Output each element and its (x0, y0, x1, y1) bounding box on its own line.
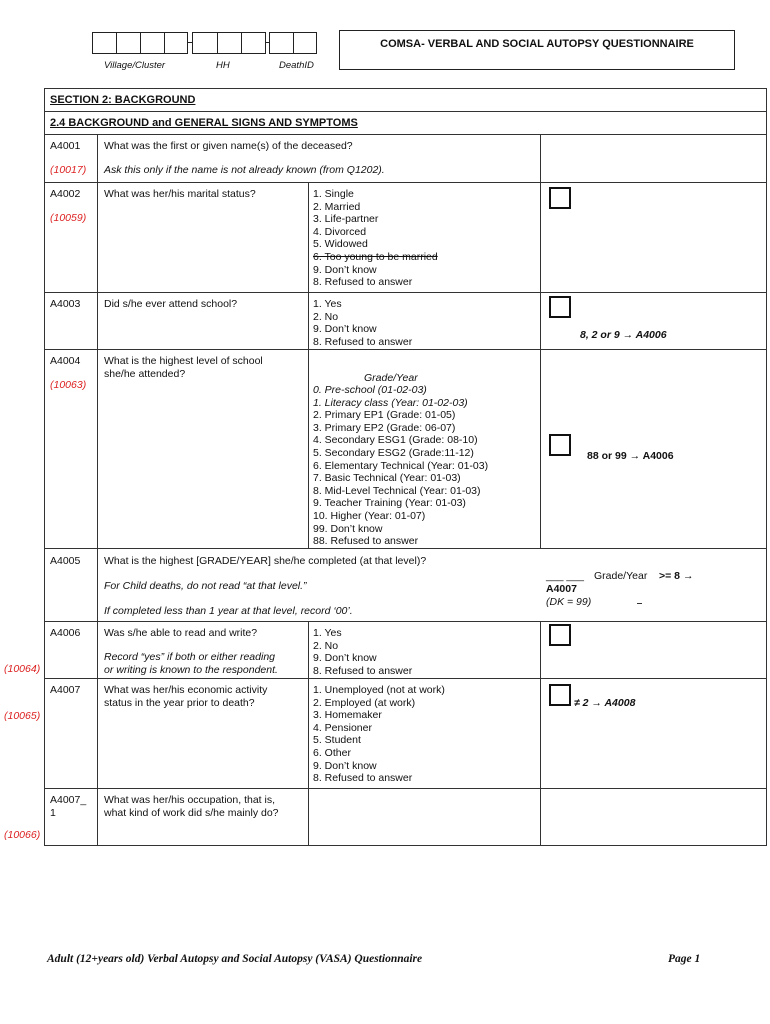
option: 8. Refused to answer (313, 276, 413, 289)
subsection-title: 2.4 BACKGROUND and GENERAL SIGNS AND SYMPTOMS (50, 117, 358, 129)
option: 4. Secondary ESG1 (Grade: 08-10) (313, 434, 478, 447)
question-text-cont: what kind of work did s/he mainly do? (104, 807, 279, 819)
page-number: Page 1 (668, 953, 701, 965)
option: 8. Mid-Level Technical (Year: 01-03) (313, 484, 481, 497)
answer-options (313, 188, 438, 289)
skip-target: A4007 (546, 583, 577, 595)
option: 8. Refused to answer (313, 664, 413, 677)
option: 2. No (313, 639, 339, 652)
option: 4. Divorced (313, 225, 367, 238)
option: 9. Don’t know (313, 323, 377, 336)
questionnaire-title: COMSA- VERBAL AND SOCIAL AUTOPSY QUESTIONNAIRE (339, 30, 735, 70)
option: 5. Student (313, 734, 361, 747)
option: 9. Don’t know (313, 652, 377, 665)
question-id: A4001 (50, 140, 81, 152)
a4001-answer-field[interactable] (541, 135, 766, 182)
question-text-cont: status in the year prior to death? (104, 697, 255, 709)
question-text: What is the highest [GRADE/YEAR] she/he completed (at that level)? (104, 555, 427, 567)
section-title: SECTION 2: BACKGROUND (50, 94, 196, 106)
option: 9. Teacher Training (Year: 01-03) (313, 497, 466, 510)
interviewer-note-2: If completed less than 1 year at that level, record ‘00’. (104, 605, 353, 617)
option: 6. Other (313, 746, 351, 759)
option: 2. Employed (at work) (313, 696, 416, 709)
option: 5. Widowed (313, 238, 368, 251)
skip-condition: >= 8 → (659, 570, 694, 582)
question-text: Was s/he able to read and write? (104, 627, 258, 639)
occupation-answer-field[interactable] (309, 789, 766, 845)
dont-know-code: (DK = 99) (546, 596, 592, 608)
question-id: A4007_ (50, 794, 87, 806)
option: 10. Higher (Year: 01-07) (313, 509, 426, 522)
option: 9. Don’t know (313, 759, 377, 772)
question-text: What was her/his marital status? (104, 188, 256, 200)
option: 7. Basic Technical (Year: 01-03) (313, 472, 461, 485)
interviewer-note: Ask this only if the name is not already known (from Q1202). (104, 164, 385, 176)
question-code: (10066) (4, 829, 41, 841)
answer-options (313, 298, 412, 348)
skip-instruction: 8, 2 or 9 → A4006 (580, 329, 667, 341)
question-code: (10065) (4, 710, 41, 722)
question-id: A4004 (50, 355, 81, 367)
a4002-answer-box[interactable] (549, 187, 571, 209)
option: 1. Literacy class (Year: 01-02-03) (313, 396, 468, 409)
question-id: A4005 (50, 555, 81, 567)
question-code: (10064) (4, 663, 41, 675)
hh-label: HH (216, 60, 230, 71)
option: 6. Elementary Technical (Year: 01-03) (313, 459, 489, 472)
skip-instruction: ≠ 2 → A4008 (574, 697, 636, 709)
option: 1. Single (313, 188, 354, 200)
question-text: What was her/his economic activity (104, 684, 268, 696)
short-dash (637, 603, 642, 604)
option: 8. Refused to answer (313, 335, 413, 348)
option: 1. Yes (313, 298, 342, 310)
answer-options (313, 627, 412, 677)
question-id-cont: 1 (50, 807, 56, 819)
option: 3. Life-partner (313, 213, 379, 226)
option: 99. Don’t know (313, 522, 383, 535)
village-cluster-label: Village/Cluster (104, 60, 166, 71)
options-header: Grade/Year (364, 372, 418, 384)
question-id: A4003 (50, 298, 81, 310)
option: 5. Secondary ESG2 (Grade:11-12) (313, 446, 474, 459)
interviewer-note: Record “yes” if both or either reading (104, 651, 275, 663)
question-code: (10059) (50, 212, 87, 224)
option: 1. Unemployed (not at work) (313, 684, 445, 696)
option: 6. Too young to be married (313, 250, 438, 263)
question-text: What was her/his occupation, that is, (104, 794, 275, 806)
question-text: What was the first or given name(s) of the deceased? (104, 140, 353, 152)
a4007-answer-box[interactable] (549, 684, 571, 706)
interviewer-note-cont: or writing is known to the respondent. (104, 664, 278, 676)
answer-options (313, 384, 488, 548)
option: 2. No (313, 310, 339, 323)
option: 88. Refused to answer (313, 535, 419, 548)
option: 9. Don’t know (313, 263, 377, 276)
grade-year-blank[interactable]: ___ ___ (546, 570, 584, 582)
question-id: A4006 (50, 627, 81, 639)
question-id: A4002 (50, 188, 81, 200)
question-id: A4007 (50, 684, 81, 696)
option: 8. Refused to answer (313, 772, 413, 785)
option: 4. Pensioner (313, 721, 372, 734)
question-code: (10063) (50, 379, 87, 391)
question-text: Did s/he ever attend school? (104, 298, 238, 310)
a4006-answer-box[interactable] (549, 624, 571, 646)
question-code: (10017) (50, 164, 87, 176)
option: 2. Married (313, 200, 361, 213)
question-text: What is the highest level of school (104, 355, 263, 367)
skip-instruction: 88 or 99 → A4006 (587, 450, 674, 462)
question-text-cont: she/he attended? (104, 368, 186, 380)
option: 0. Pre-school (01-02-03) (313, 384, 427, 396)
a4004-answer-box[interactable] (549, 434, 571, 456)
option: 3. Homemaker (313, 709, 382, 722)
interviewer-note: For Child deaths, do not read “at that level.” (104, 580, 307, 592)
option: 3. Primary EP2 (Grade: 06-07) (313, 421, 456, 434)
death-id-label: DeathID (279, 60, 314, 71)
skip-grade-label: Grade/Year (594, 570, 648, 582)
footer-title: Adult (12+years old) Verbal Autopsy and Social Autopsy (VASA) Questionnaire (47, 953, 423, 965)
answer-options (313, 684, 445, 785)
option: 2. Primary EP1 (Grade: 01-05) (313, 409, 456, 422)
option: 1. Yes (313, 627, 342, 639)
a4003-answer-box[interactable] (549, 296, 571, 318)
